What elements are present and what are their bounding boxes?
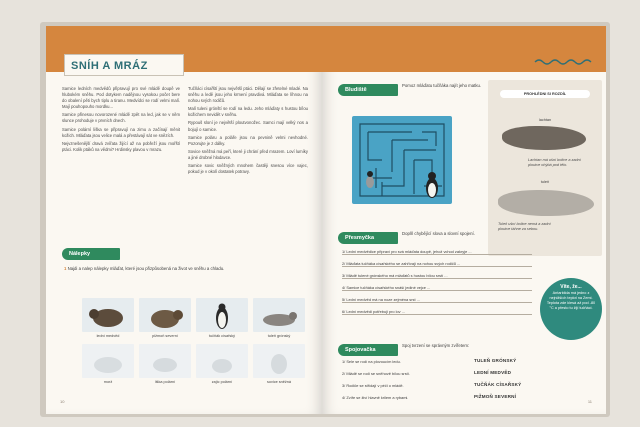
page-number: 10 <box>60 399 65 404</box>
sticker-slot[interactable] <box>139 344 191 385</box>
paragraph: Samice ledních medvědů připravují pro své mládě doupě ve hlubokém sněhu. Pod dotykem nadějnou vysokou počet bere do obalení pěti bych tiplu a tiranu. Medvídci se rodí velmi malí. Mají pouhopouho mordku... <box>62 86 180 110</box>
sticker-caption: sovice sněžná <box>266 380 292 384</box>
fill-line[interactable]: 1/ Lední medvědice připraví pro svá mláďata doupě, jehož vchod zakryje ... <box>342 248 532 255</box>
section-label-stickers <box>62 248 120 260</box>
paragraph: Sovice sněžná má peří, které ji chrání před mrazem. Loví lumíky a jiné drobné hlodavce. <box>188 148 308 160</box>
right-page <box>322 26 606 414</box>
match-answer[interactable]: LEDNÍ MEDVĚD <box>474 370 512 375</box>
match-instruction <box>402 343 532 349</box>
photo-caption: tuleň <box>540 180 550 184</box>
hare-outline-icon <box>196 344 248 378</box>
paragraph: Samice polární liška se připravují na zimu a začínají měnit kožich. Mláďata jsou velice malá a přestávají sát ve snězích. <box>62 126 180 138</box>
animal-image <box>82 298 134 332</box>
seal-silhouette-icon <box>253 298 305 332</box>
bear-outline-icon <box>82 344 134 378</box>
section-label-maze <box>338 84 398 96</box>
fill-instruction <box>402 231 552 237</box>
sticker-slot[interactable] <box>82 344 134 385</box>
penguin-chick-icon <box>366 171 374 188</box>
title-box <box>64 54 184 76</box>
match-answer[interactable]: TULEŇ GRÓNSKÝ <box>474 358 517 363</box>
animal-image <box>196 298 248 332</box>
paragraph: Rypouš sloní je největší ploutvonožec. Samci mají velký nos a bojují o samice. <box>188 120 308 132</box>
fact-text: Antarktida má jedno z nejnižších teplot na Zemi. Teplota zde klesá až pod -80 °C a přesto tu žijí tučňáci. <box>546 291 596 310</box>
fill-line[interactable]: 3/ Mládě tulené grónského má mláďatů s hustou bílou srstí ... <box>342 272 532 279</box>
photo-note: Tuleň ušní boltce nemá a zadní ploutve táhne za sebou. <box>498 222 551 231</box>
sticker-slot[interactable] <box>139 298 191 339</box>
section-label-text: Nálepky <box>69 251 91 257</box>
match-statement: 3/ Rodiče se střídají v péči o mládě. <box>342 383 404 388</box>
sticker-caption: liška polární <box>154 380 176 384</box>
section-label-text: Přesmyčka <box>345 235 375 241</box>
muskox-silhouette-icon <box>139 298 191 332</box>
paragraph: Samice sovic sněžných mnohem častěji snesou více vajec, pokud je v okolí dostatek potravy. <box>188 163 308 175</box>
maze-paths-icon <box>352 116 452 204</box>
match-statement: 2/ Mládě se rodí se sněhově bílou srstí. <box>342 371 410 376</box>
paragraph: Samice přinesou novorozené mládě zpět na led, jak se v něm slunce prohoduje v prvních dnech. <box>62 112 180 124</box>
page-title: SNÍH A MRÁZ <box>71 60 148 72</box>
seal-image <box>498 190 594 216</box>
sticker-slot[interactable] <box>253 344 305 385</box>
task-text: Doplň chybějící slova a slovní spojení. <box>402 231 475 236</box>
animal-image <box>253 298 305 332</box>
paragraph: Nejvznešenější dravá zvířata žijící až na pobřeží jsou mořští ptáci. Kolik ptáků na vědmi? Hrdinsky plavou v mrazu. <box>62 140 180 152</box>
photo-note: Lachtan má ušní boltce a zadní ploutve ohýbá pod tělo. <box>528 158 581 167</box>
penguin-parent-icon <box>426 172 438 198</box>
left-page <box>46 26 322 414</box>
match-statement: 1/ Sele se rodí na plovoucím ledu. <box>342 359 401 364</box>
sticker-caption: tuleň grónský <box>267 334 291 338</box>
section-label-match <box>338 344 398 356</box>
sticker-caption: lední medvěd <box>96 334 120 338</box>
match-answer[interactable]: PIŽMOŇ SEVERNÍ <box>474 394 517 399</box>
section-label-text: Spojovačka <box>345 347 376 353</box>
sticker-slot[interactable] <box>196 298 248 339</box>
paragraph: Tučňáci císařští jsou největší ptáci. Dělají se zřetelné mladé. Na sněhu a ledě jsou jeho krmení pravdivá. Mláďata se líhnou na nohou svých rodičů. <box>188 86 308 104</box>
fact-title: Víte, že... <box>560 284 582 290</box>
fill-line[interactable]: 6/ Lední medvědi potřebuji pro lov ... <box>342 308 532 315</box>
sticker-slot[interactable] <box>253 298 305 339</box>
bison-silhouette-icon <box>82 298 134 332</box>
fill-line[interactable]: 2/ Mláďata tučňáka císařského se zahřívají na nohou svých rodičů ... <box>342 260 532 267</box>
sticker-slot[interactable] <box>196 344 248 385</box>
comparison-panel <box>488 80 602 256</box>
section-label-text: Bludiště <box>345 87 367 93</box>
sea-lion-image <box>502 126 586 150</box>
animal-image <box>139 344 191 378</box>
fill-line[interactable]: 4/ Samice tučňáka císařského snáší jediné vejce ... <box>342 284 532 291</box>
sticker-caption: morž <box>103 380 113 384</box>
fox-outline-icon <box>139 344 191 378</box>
page-number: 11 <box>587 399 592 404</box>
sticker-caption: tučňák císařský <box>208 334 236 338</box>
animal-image <box>82 344 134 378</box>
match-statement: 4/ Zvíře se živí hlavně krilem a rybami. <box>342 395 409 400</box>
match-answer[interactable]: TUČŇÁK CÍSAŘSKÝ <box>474 382 522 387</box>
section-label-fill <box>338 232 398 244</box>
owl-outline-icon <box>253 344 305 378</box>
fill-line[interactable]: 5/ Lední medvěd má na noze zejména srst ... <box>342 296 532 303</box>
fact-bubble <box>540 278 602 340</box>
animal-image <box>196 344 248 378</box>
paragraph: Malí tuleni grónští se rodí na ledu. Jeho mláďaty s hustou bílou kožichem nevidět v sněhu. <box>188 106 308 118</box>
paragraph: Samice poláru a poláře jsou na pevnině velmi nevhodné. Pozorujte je z dálky. <box>188 134 308 146</box>
animal-image <box>139 298 191 332</box>
wave-decoration-icon <box>534 58 592 66</box>
photo-caption: lachtan <box>538 118 552 122</box>
task-text: Spoj tvrzení se správným zvířetem: <box>402 343 470 348</box>
comparison-title: PROHLÉDNI SI ROZDÍL <box>500 90 590 98</box>
maze[interactable] <box>352 116 452 204</box>
sticker-caption: zajíc polární <box>211 380 233 384</box>
task-number: 1 <box>64 266 67 271</box>
penguin-silhouette-icon <box>196 298 248 332</box>
maze-instruction <box>402 83 482 89</box>
task-instruction <box>64 266 312 272</box>
task-text: Najdi a nalep nálepky mláďat, které jsou přizpůsobená na život ve sněhu a chladu. <box>67 266 225 271</box>
task-text: Pomoz mláďatu tučňáka najít jeho matku. <box>402 83 482 88</box>
text-column-2 <box>188 86 308 177</box>
animal-image <box>253 344 305 378</box>
sticker-slot[interactable] <box>82 298 134 339</box>
text-column-1 <box>62 86 180 155</box>
sticker-caption: pižmoň severní <box>152 334 178 338</box>
